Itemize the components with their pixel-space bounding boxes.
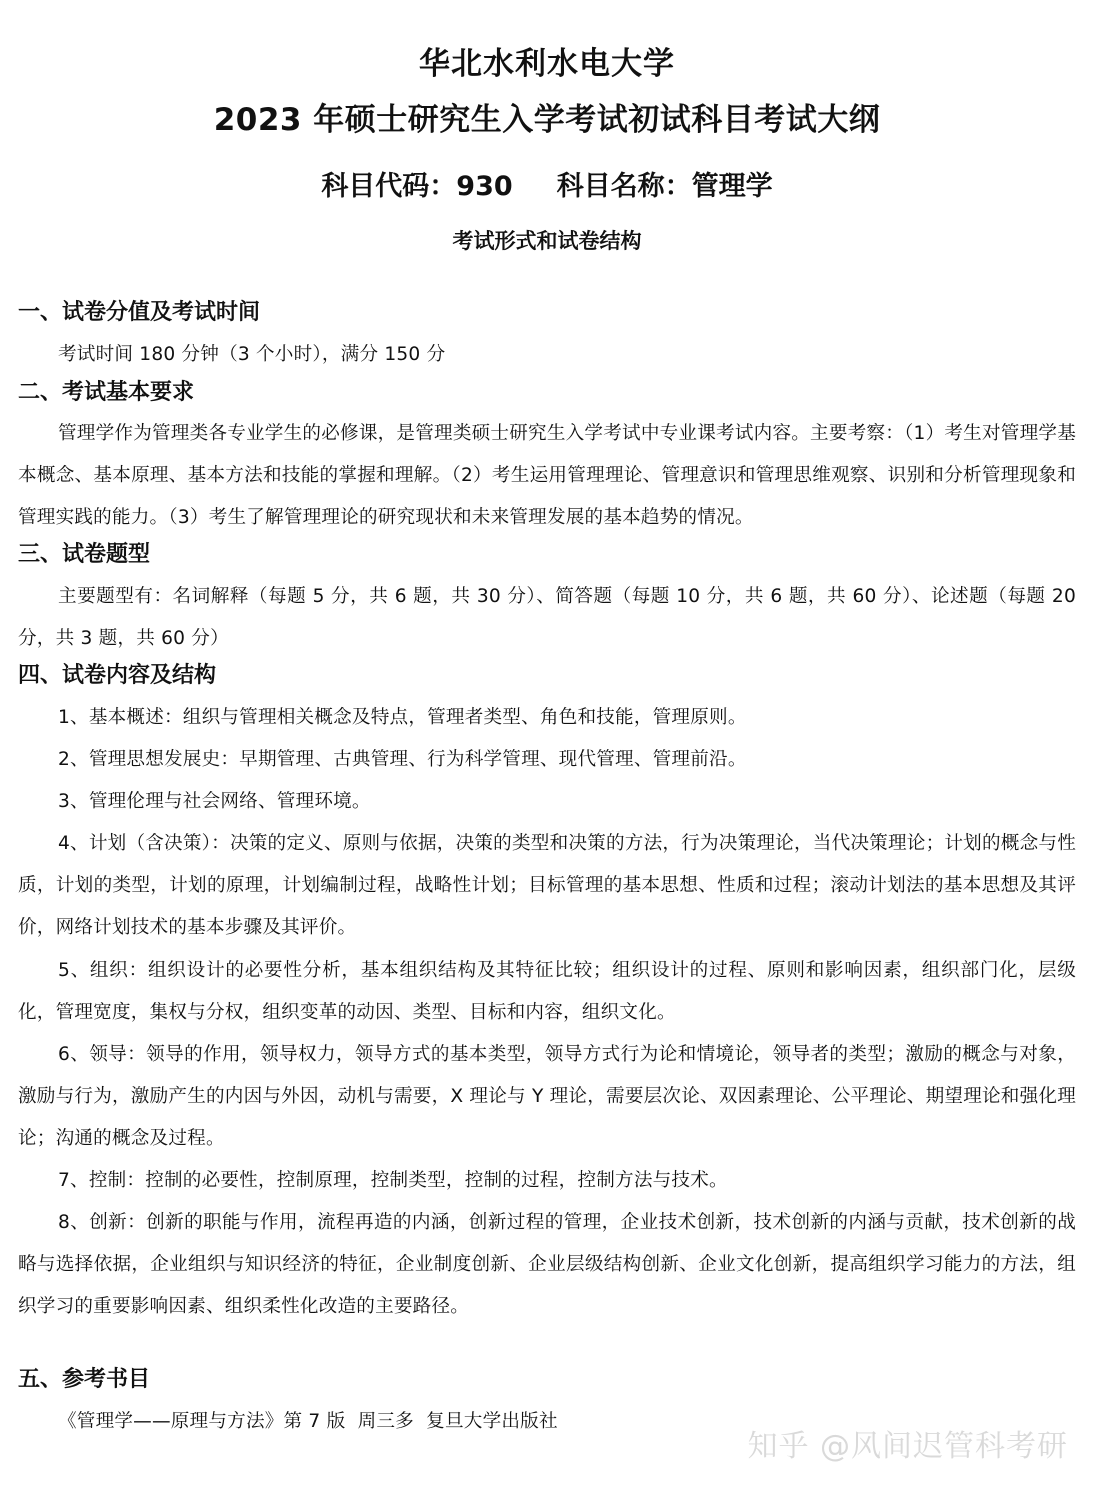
exam-title: 2023 年硕士研究生入学考试初试科目考试大纲 <box>213 102 881 138</box>
section-heading-1: 一、试卷分值及考试时间 <box>18 300 261 325</box>
list-item-4: 4、计划（含决策）：决策的定义、原则与依据，决策的类型和决策的方法，行为决策理论，当代决策理论；计划的概念与性质，计划的类型，计划的原理，计划编制过程，战略性计划；目标管理的基本思想、性质和过程；滚动计划法的基本思想及其评价，网络计划技术的基本步骤及其评价。 <box>18 833 1076 938</box>
section-heading-4: 四、试卷内容及结构 <box>18 663 217 688</box>
section-subtitle: 考试形式和试卷结构 <box>452 229 642 253</box>
list-item-6: 6、领导：领导的作用，领导权力，领导方式的基本类型，领导方式行为论和情境论，领导者的类型；激励的概念与对象，激励与行为，激励产生的内因与外因，动机与需要，X 理论与 Y 理论，需要层次论、双因素理论、公平理论、期望理论和强化理论；沟通的概念及过程。 <box>18 1044 1076 1149</box>
list-item-7: 7、控制：控制的必要性，控制原理，控制类型，控制的过程，控制方法与技术。 <box>58 1170 728 1191</box>
paragraph-question-types: 主要题型有：名词解释（每题 5 分，共 6 题，共 30 分）、简答题（每题 10 分，共 6 题，共 60 分）、论述题（每题 20 分，共 3 题，共 60 分） <box>18 586 1076 649</box>
subject-line <box>0 165 1094 209</box>
list-item-5: 5、组织：组织设计的必要性分析，基本组织结构及其特征比较；组织设计的过程、原则和影响因素，组织部门化，层级化，管理宽度，集权与分权，组织变革的动因、类型、目标和内容，组织文化。 <box>18 960 1076 1023</box>
zhihu-watermark: 知乎 @风间迟管科考研 <box>747 1429 1068 1464</box>
list-item-8: 8、创新：创新的职能与作用，流程再造的内涵，创新过程的管理，企业技术创新，技术创新的内涵与贡献，技术创新的战略与选择依据，企业组织与知识经济的特征，企业制度创新、企业层级结构创新、企业文化创新，提高组织学习能力的方法，组织学习的重要影响因素、组织柔性化改造的主要路径。 <box>18 1212 1076 1317</box>
paragraph-exam-time: 考试时间 180 分钟（3 个小时），满分 150 分 <box>58 344 446 365</box>
list-item-2: 2、管理思想发展史：早期管理、古典管理、行为科学管理、现代管理、管理前沿。 <box>58 749 747 770</box>
reference-book: 《管理学——原理与方法》第 7 版 周三多 复旦大学出版社 <box>58 1411 558 1432</box>
paragraph-basic-requirements: 管理学作为管理类各专业学生的必修课，是管理类硕士研究生入学考试中专业课考试内容。主要考察：（1）考生对管理学基本概念、基本原理、基本方法和技能的掌握和理解。（2）考生运用管理理论、管理意识和管理思维观察、识别和分析管理现象和管理实践的能力。（3）考生了解管理理论的研究现状和未来管理发展的基本趋势的情况。 <box>18 423 1076 528</box>
subject-code: 科目代码：930 <box>321 171 513 202</box>
list-item-3: 3、管理伦理与社会网络、管理环境。 <box>58 791 371 812</box>
university-title: 华北水利水电大学 <box>419 46 675 82</box>
subject-name: 科目名称：管理学 <box>556 171 773 202</box>
section-heading-3: 三、试卷题型 <box>18 542 151 567</box>
section-heading-2: 二、考试基本要求 <box>18 380 195 405</box>
list-item-1: 1、基本概述：组织与管理相关概念及特点，管理者类型、角色和技能，管理原则。 <box>58 707 747 728</box>
section-heading-5: 五、参考书目 <box>18 1367 151 1392</box>
